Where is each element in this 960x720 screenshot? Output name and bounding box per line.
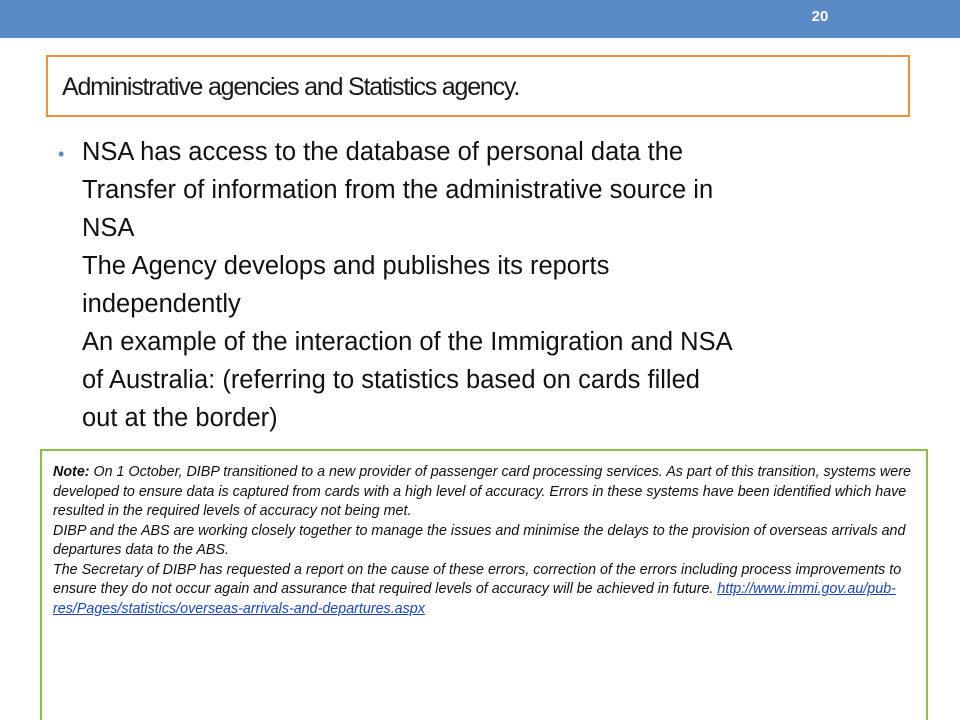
bullet-dot-icon: • <box>58 144 65 164</box>
note-paragraph-1 <box>53 463 919 522</box>
note-text <box>53 463 919 619</box>
page-number: 20 <box>811 8 829 25</box>
bullet-line: out at the border) <box>82 404 278 432</box>
note-label: Note: <box>53 464 90 480</box>
note-paragraph-3-text: The Secretary of DIBP has requested a report on the cause of these errors, correction of the errors including process improvements to ensure they do not occur again and assurance that required levels of accuracy will be achieved in future. <box>53 561 902 597</box>
bullet-line: NSA has access to the database of personal data the <box>82 138 684 166</box>
bullet-line: of Australia: (referring to statistics based on cards filled <box>82 366 700 394</box>
bullet-line: Transfer of information from the administrative source in <box>82 176 714 204</box>
top-bar <box>0 0 960 38</box>
note-paragraph-3 <box>53 561 919 620</box>
note-paragraph-2: DIBP and the ABS are working closely together to manage the issues and minimise the delays to the provision of overseas arrivals and departures data to the ABS. <box>53 522 906 558</box>
bullet-text <box>82 133 918 437</box>
slide-title: Administrative agencies and Statistics agency. <box>62 73 520 101</box>
note-box <box>40 449 928 720</box>
bullet-line: An example of the interaction of the Immigration and NSA <box>82 328 733 356</box>
source-link[interactable]: http://www.immi.gov.au/pub-res/Pages/statistics/overseas-arrivals-and-departures.aspx <box>53 581 896 617</box>
title-box <box>46 55 910 117</box>
bullet-line: The Agency develops and publishes its reports <box>82 252 610 280</box>
note-paragraph-1-text: On 1 October, DIBP transitioned to a new provider of passenger card processing services. As part of this transition, systems were developed to ensure data is captured from cards with a high level of accuracy. Errors in these systems have been identified which have resulted in the required levels of accuracy not being met. <box>53 464 911 519</box>
bullet-line: NSA <box>82 214 135 242</box>
bullet-line: independently <box>82 290 241 318</box>
